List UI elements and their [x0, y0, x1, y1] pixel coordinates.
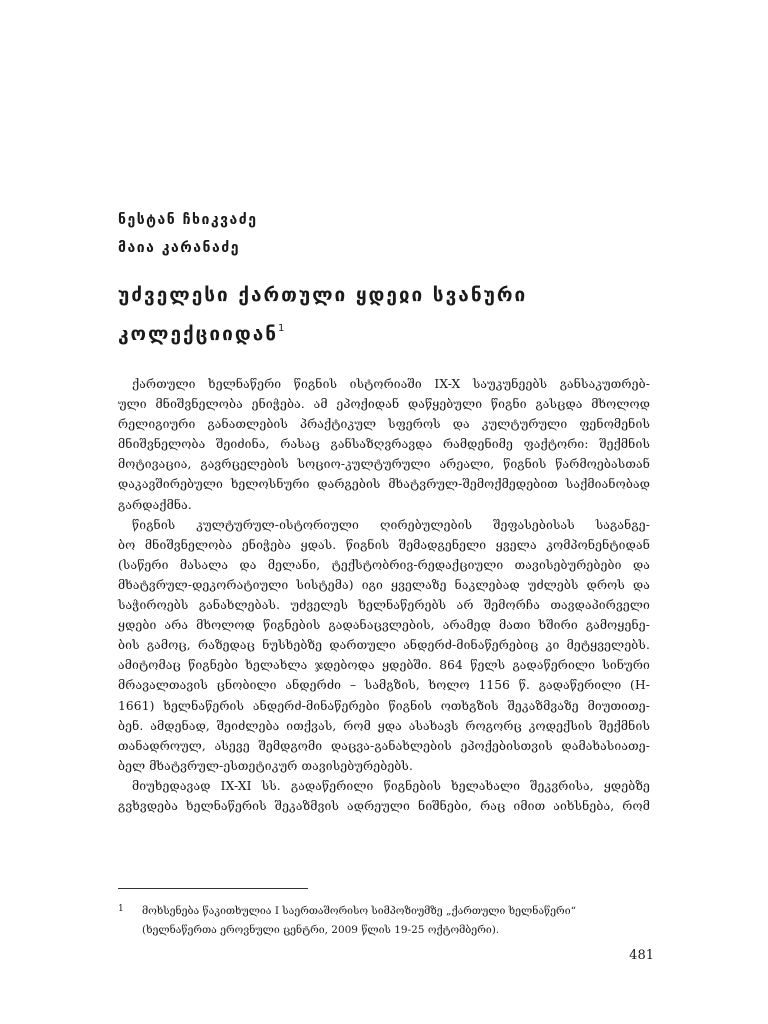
footnote-text: მოხსენება წაკითხულია I საერთაშორისო სიმპოზიუმზე „ქართული ხელნაწერი“: [142, 905, 576, 917]
title-line-text: კოლექციიდან: [118, 323, 279, 345]
body-line: მრავალთავის ცნობილი ანდერძი – სამგზის, ხოლო 1156 წ. გადაწერილი (H-: [118, 678, 650, 693]
page-number: 481: [629, 948, 654, 963]
footnote: [118, 900, 650, 940]
title-line: უძველესი ქართული ყდეჲი სვანური: [118, 284, 528, 306]
body-line: ბენ. ამდენად, შეიძლება ითქვას, რომ ყდა ასახავს როგორც კოდექსის შექმნის: [118, 718, 650, 733]
author-block: [118, 206, 258, 262]
body-line: მოტივაცია, გავრცელების სოციო-კულტურული არეალი, წიგნის წარმოებასთან: [118, 457, 650, 472]
author-name: ნესტან ჩხიკვაძე: [118, 212, 258, 228]
article-body: [118, 374, 650, 816]
body-line: ქართული ხელნაწერი წიგნის ისტორიაში IX-X საუკუნეებს განსაკუთრებ-: [132, 377, 650, 391]
body-line: ული მნიშვნელობა ენიჭება. ამ ეპოქიდან დაწყებული წიგნი გასცდა მხოლოდ: [118, 397, 650, 412]
body-line: მიუხედავად IX-XI სს. გადაწერილი წიგნების ხელახალი შეკვრისა, ყდებზე: [132, 778, 650, 793]
body-line: ბო მნიშვნელობა ენიჭება ყდას. წიგნის შემადგენელი ყველა კომპონენტიდან: [118, 537, 650, 552]
footnote-divider: [118, 888, 308, 889]
author-name: მაია კარანაძე: [118, 240, 240, 256]
body-line: ამიტომაც წიგნები ხელახლა ჯდებოდა ყდებში. 864 წელს გადაწერილი სინური: [118, 658, 650, 673]
body-line: გარდაქმნა.: [118, 497, 192, 512]
body-line: საჭიროებს განახლებას. უძველეს ხელნაწერებს არ შემორჩა თავდაპირველი: [118, 598, 650, 613]
body-line: დაკავშირებული ხელოსნური დარგების მხატვრულ-შემოქმედებით საქმიანობად: [118, 477, 650, 492]
body-line: თანადროულ, ასევე შემდგომი დაცვა-განახლების ეპოქებისთვის დამახასიათე-: [118, 738, 650, 753]
title-line: [118, 312, 678, 351]
body-line: (საწერი მასალა და მელანი, ტექსტობრივ-რედაქციული თავისებურებები და: [118, 557, 650, 572]
article-title: [118, 278, 678, 351]
body-line: რელიგიური განათლების პრაქტიკულ სფეროს და კულტურული ფენომენის: [118, 417, 650, 432]
footnote-line: (ხელნაწერთა ეროვნული ცენტრი, 2009 წლის 19-25 ოქტომბერი).: [142, 924, 500, 936]
body-line: მხატვრულ-დეკორატიული სისტემა) იგი ყველაზე ნაკლებად უძლებს დროს და: [118, 577, 650, 592]
body-line: გვხვდება ხელნაწერის შეკაზმვის ადრეული ნიშნები, რაც იმით აიხსნება, რომ: [118, 798, 650, 813]
footnote-mark: 1: [118, 904, 124, 914]
body-line: ბელ მხატვრულ-ესთეტიკურ თავისებურებებს.: [118, 758, 413, 773]
body-line: 1661) ხელნაწერის ანდერძ-მინაწერები წიგნის ოთხგზის შეკაზმვაზე მიუთითე-: [118, 698, 650, 713]
footnote-reference[interactable]: 1: [278, 323, 285, 334]
footnote-line: [118, 900, 650, 921]
body-line: ბის გამოც, რაზედაც ნუსხებზე დართული ანდერძ-მინაწერებიც კი მეტყველებს.: [118, 638, 650, 653]
body-line: წიგნის კულტურულ-ისტორიული ღირებულების შეფასებისას საგანგე-: [132, 517, 650, 532]
body-line: ყდები არა მხოლოდ წიგნების გადანაცვლების, არამედ მათი ხშირი გამოყენე-: [118, 618, 650, 633]
body-line: მნიშვნელობა შეიძინა, რასაც განსაზღვრავდა რამდენიმე ფაქტორი: შექმნის: [118, 437, 650, 452]
